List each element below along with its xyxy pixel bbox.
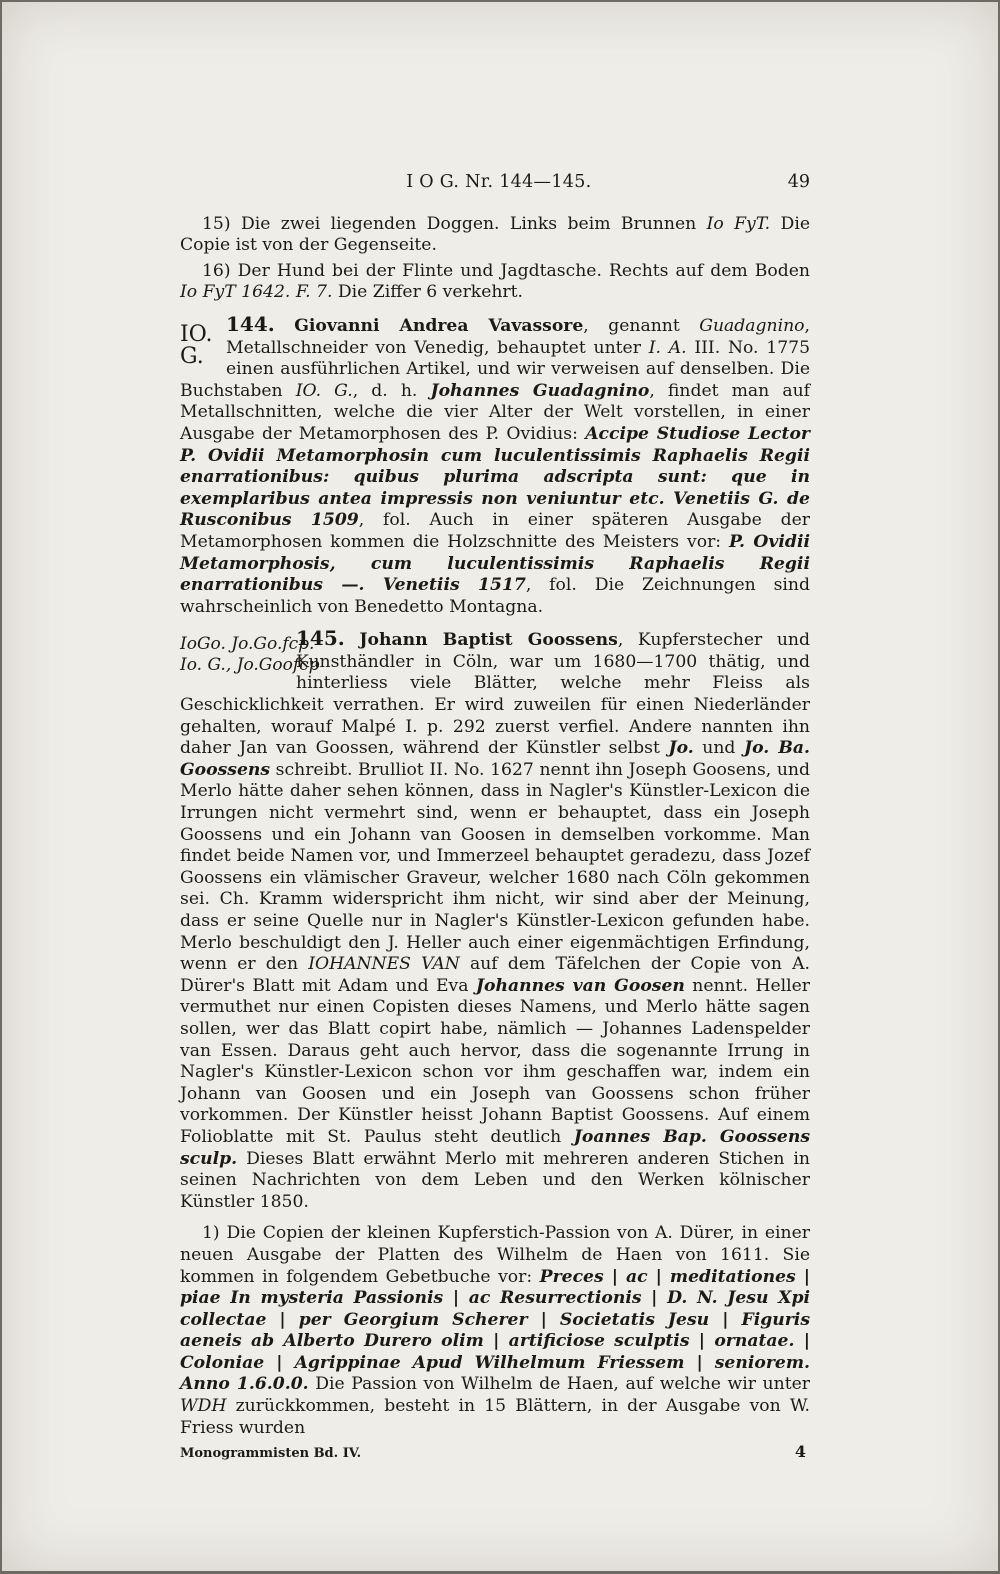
e144-t8: Johannes Guadagnino	[430, 380, 650, 401]
entry-number: 144.	[226, 311, 275, 336]
e145-t2: Jo.	[668, 738, 694, 759]
header-title: I O G. Nr. 144—145.	[406, 172, 592, 192]
e145-t6: IOHANNES VAN	[308, 954, 460, 975]
running-header	[180, 172, 810, 194]
e145-t8: Johannes van Goosen	[475, 975, 685, 996]
e144-t12: P. Ovidii Metamorphosis, cum luculentissimis Raphaelis Regii enarrationibus —. Venetiis 1517	[180, 531, 811, 596]
p1-monogram: WDH	[180, 1396, 227, 1417]
artist-name: Giovanni Andrea Vavassore	[294, 315, 584, 336]
e145-t1: , Kupferstecher und Kunsthändler in Cöln, war um 1680—1700 thätig, und hinterliess viele Blätter, welche mehr Fleiss als Geschicklichkeit verrathen. Er wird zuweilen für einen Niederländer gehalten, worauf Malpé I. p. 292 zuerst verfiel. Andere nannten ihn daher Jan van Goossen, während der Künstler selbst	[180, 630, 811, 759]
artist-name: Johann Baptist Goossens	[359, 630, 618, 651]
e145-t9: nennt. Heller vermuthet nur einen Copisten dieses Namens, und Merlo hätte sagen sollen, wer das Blatt copirt habe, nämlich — Johannes Ladenspelder van Essen. Daraus geht auch hervor, dass die sogenannte Irrung in Nagler's Künstler-Lexicon schon vor ihm geschaffen war, indem ein Johann van Goosen und ein Joseph van Goossens schon früher vorkommen. Der Künstler heisst Johann Baptist Goossens. Auf einem Folioblatte mit St. Paulus steht deutlich	[180, 975, 810, 1147]
e144-t5: III. No. 1775 einen ausführlichen Artikel, und wir verweisen auf denselben. Die Buchstaben	[180, 337, 811, 401]
e144-t10: Accipe Studiose Lector P. Ovidii Metamorphosin cum luculentissimis Raphaelis Regii enarrationibus: quibus plurima adscripta sunt: que in exemplaribus antea impressis non veniuntur etc. Venetiis G. de Rusconibus 1509	[180, 423, 810, 531]
text-column	[180, 172, 810, 1465]
footer-title: Monogrammisten Bd. IV.	[180, 1446, 362, 1462]
e145-t5: schreibt. Brulliot II. No. 1627 nennt ihn Joseph Goosens, und Merlo hätte daher sehen können, dass in Nagler's Künstler-Lexicon die Irrungen nicht vermehrt sind, wenn er behauptet, dass ein Joseph Goossens und ein Johann van Goosen in demselben vorkomme. Man findet beide Namen vor, und Immerzeel behauptet geradezu, dass Jozef Goossens ein vlämischer Graveur, welcher 1680 nach Cöln gekommen sei. Ch. Kramm widerspricht ihm nicht, wir sind aber der Meinung, dass er seine Quelle nur in Nagler's Künstler-Lexicon gefunden habe. Merlo beschuldigt den J. Heller auch einer eigenmächtigen Erfindung, wenn er den	[180, 759, 810, 975]
paragraph-16	[180, 261, 810, 304]
entry-144	[180, 311, 811, 618]
monogram-144: IO. G.	[180, 321, 213, 369]
p16-monogram: Io FyT 1642. F. 7.	[180, 282, 333, 303]
p1-text-3: zurückkommen, besteht in 15 Blättern, in der Ausgabe von W. Friess wurden	[180, 1396, 810, 1438]
e145-t7: auf dem Täfelchen der Copie von A. Dürer's Blatt mit Adam und Eva	[180, 954, 811, 996]
e145-t10: Joannes Bap. Goossens sculp.	[180, 1126, 810, 1169]
monogram-145-line2: Io. G., Jo.Goofcp	[180, 655, 320, 676]
e144-t1: , genannt	[583, 315, 700, 336]
entry-number: 145.	[296, 626, 345, 651]
e144-t7: , d. h.	[352, 380, 431, 401]
monogram-145-line1: IoGo. Jo.Go.fcp.	[180, 634, 315, 655]
book-page	[2, 2, 998, 1571]
e144-t2: Guadagnino	[699, 315, 805, 336]
p16-text: 16) Der Hund bei der Flinte und Jagdtasche. Rechts auf dem Boden	[202, 260, 810, 281]
p15-text-end: Die Copie ist von der Gegenseite.	[180, 213, 810, 256]
e144-t11: , fol. Auch in einer späteren Ausgabe der Metamorphosen kommen die Holzschnitte des Meisters vor:	[180, 510, 810, 552]
e144-t6: IO. G.	[295, 380, 353, 401]
paragraph-1	[180, 1223, 810, 1439]
p15-text: 15) Die zwei liegenden Doggen. Links beim Brunnen	[202, 213, 707, 234]
p1-text-2: Die Passion von Wilhelm de Haen, auf welche wir unter	[308, 1374, 810, 1395]
p16-text-end: Die Ziffer 6 verkehrt.	[332, 282, 524, 303]
p1-title: Preces | ac | meditationes | piae In mysteria Passionis | ac Resurrectionis | D. N. Jesu Xpi collectae | per Georgium Scherer | Societatis Jesu | Figuris aeneis ab Alberto Durero olim | artificiose sculptis | ornatae. | Coloniae | Agrippinae Apud Wilhelmum Friessem | seniorem. Anno 1.6.0.0.	[180, 1266, 810, 1395]
e144-t13: , fol. Die Zeichnungen sind wahrscheinlich von Benedetto Montagna.	[180, 575, 810, 617]
p15-monogram: Io FyT.	[706, 213, 771, 234]
page-number: 49	[787, 172, 810, 192]
paragraph-15	[180, 214, 810, 257]
e145-t11: Dieses Blatt erwähnt Merlo mit mehreren anderen Stichen in seinen Nachrichten von dem Leben und den Werken kölnischer Künstler 1850.	[180, 1148, 810, 1212]
e144-t4: I. A.	[648, 337, 687, 358]
e144-t9: , findet man auf Metallschnitten, welche die vier Alter der Welt vorstellen, in einer Ausgabe der Metamorphosen des P. Ovidius:	[180, 380, 811, 444]
e145-t3: und	[693, 738, 744, 759]
e145-t4: Jo. Ba. Goossens	[180, 738, 810, 780]
monogram-145	[180, 634, 320, 676]
page-footer	[180, 1441, 810, 1465]
signature-mark: 4	[794, 1442, 806, 1462]
e144-t3: , Metallschneider von Venedig, behauptet unter	[226, 315, 810, 358]
entry-145	[180, 628, 810, 1213]
p1-text: 1) Die Copien der kleinen Kupferstich-Passion von A. Dürer, in einer neuen Ausgabe der Platten des Wilhelm de Haen von 1611. Sie kommen in folgendem Gebetbuche vor:	[180, 1223, 810, 1287]
